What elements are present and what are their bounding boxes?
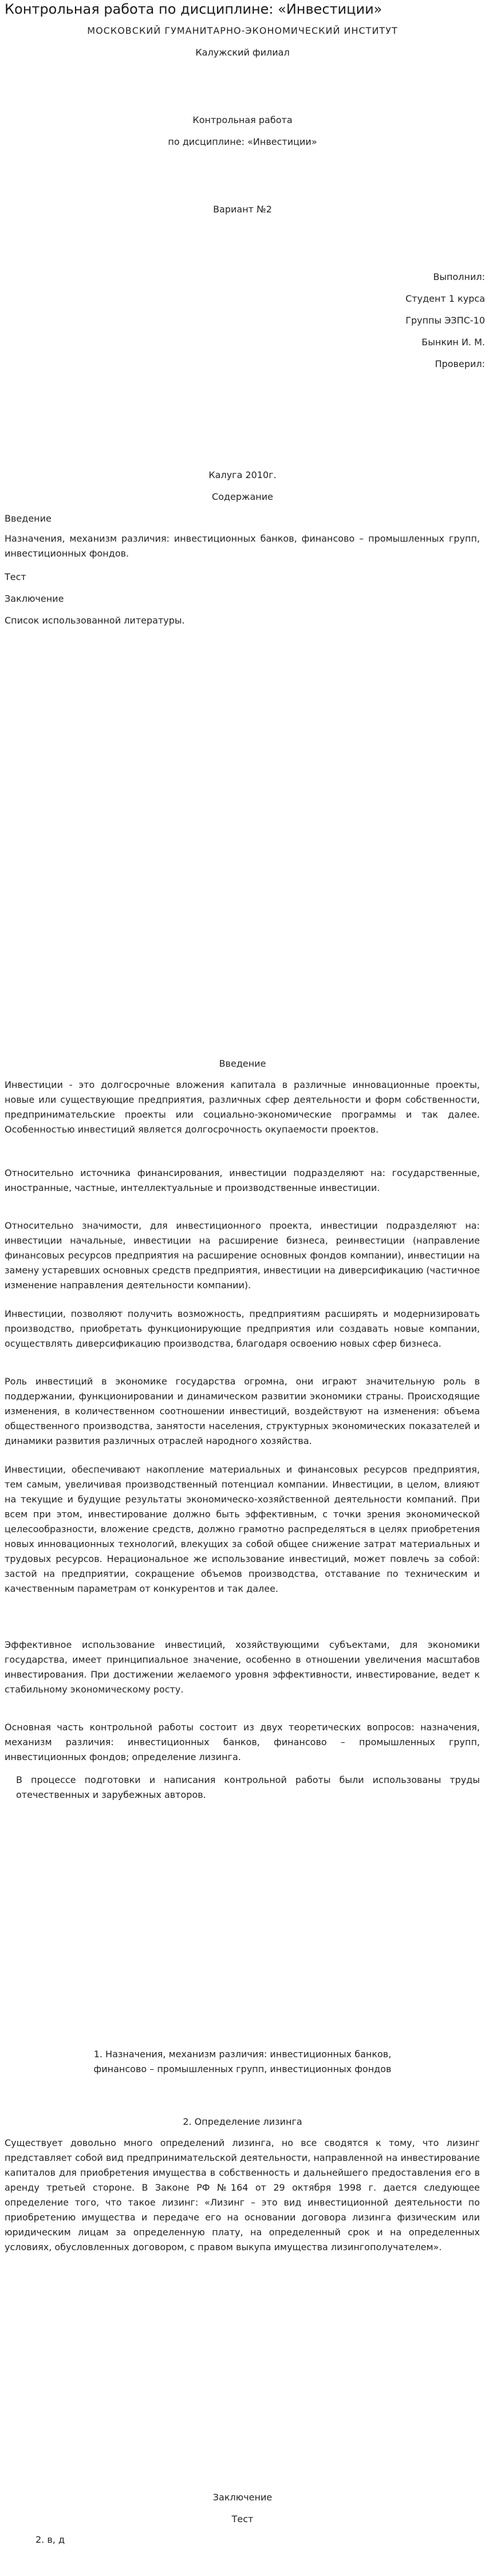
student-group: Группы ЭЗПС-10 [405,315,485,326]
toc-item: Тест [5,571,26,582]
intro-paragraph: Относительно значимости, для инвестиционного проекта, инвестиции подразделяют на: инвестиции начальные, инвестиции на расширение бизнеса, реинвестиции (направление финансовых ресурсов предприятия на расширение основных фондов компании), инвестиции на замену устаревших основных средств предприятия, инвестиции на диверсификацию (частичное изменение направления деятельности компании). [5,1220,480,1291]
test-heading: Тест [231,2514,254,2524]
test-answer: 2. в, д [36,2534,65,2545]
page-title: Контрольная работа по дисциплине: «Инвестиции» [5,1,383,17]
intro-paragraph: Основная часть контрольной работы состоит из двух теоретических вопросов: назначения, механизм различия: инвестиционных банков, финансово – промышленных групп, инвестиционных фондов; определение лизинга. [5,1722,480,1762]
work-type: Контрольная работа [192,115,293,125]
checked-label: Проверил: [435,358,485,369]
toc-item: Назначения, механизм различия: инвестиционных банков, финансово – промышленных групп, инвестиционных фондов. [5,533,480,559]
intro-paragraph: В процессе подготовки и написания контрольной работы были использованы труды отечественных и зарубежных авторов. [16,1774,480,1800]
branch-name: Калужский филиал [195,47,290,58]
section1-heading: 1. Назначения, механизм различия: инвестиционных банков, [93,2049,392,2060]
toc-heading: Содержание [212,491,273,502]
conclusion-heading: Заключение [212,2492,273,2503]
intro-paragraph: Роль инвестиций в экономике государства огромна, они играют значительную роль в поддержании, функционировании и динамическом развитии экономики страны. Происходящие изменения, в количественном соотношении инвестиций, воздействуют на изменения: объема общественного производства, занятости населения, структурных экономических показателей и динамики развития различных отраслей народного хозяйства. [5,1376,480,1446]
section2-heading: 2. Определение лизинга [183,2116,302,2127]
intro-paragraph: Инвестиции, обеспечивают накопление материальных и финансовых ресурсов предприятия, тем самым, увеличивая производственный потенциал компании. Инвестиции, в целом, влияют на текущие и будущие результаты экономическо-хозяйственной деятельности компаний. При всем при этом, инвестирование должно быть эффективным, с точки зрения экономической целесообразности, вложение средств, должно грамотно распределяться в целях приобретения новых инновационных технологий, влекущих за собой общее снижение затрат материальных и трудовых ресурсов. Нерациональное же использование инвестиций, может повлечь за собой: застой на предприятии, сокращение объемов производства, отставание по техническим и качественным параметрам от конкурентов и так далее. [5,1464,480,1594]
variant: Вариант №2 [213,204,272,215]
discipline: по дисциплине: «Инвестиции» [168,136,317,147]
student-course: Студент 1 курса [405,293,485,304]
toc-item: Список использованной литературы. [5,615,185,626]
toc-item: Введение [5,513,52,524]
intro-paragraph: Эффективное использование инвестиций, хозяйствующими субъектами, для экономики государства, имеет принципиальное значение, особенно в отношении увеличения масштабов инвестирования. При достижении желаемого уровня эффективности, инвестирование, ведет к стабильному экономическому росту. [5,1639,480,1695]
intro-heading: Введение [219,1058,266,1069]
section2-paragraph: Существует довольно много определений лизинга, но все сводятся к тому, что лизинг представляет собой вид предпринимательской деятельности, направленной на инвестирование капиталов для приобретения имущества в собственность и дальнейшего предоставления его в аренду третьей стороне. В Законе РФ №164 от 29 октября 1998 г. дается следующее определение того, что такое лизинг: «Лизинг – это вид инвестиционной деятельности по приобретению имущества и передаче его на основании договора лизинга физическим или юридическим лицам за определенную плату, на определенный срок и на определенных условиях, обусловленных договором, с правом выкупа имущества лизингополучателем». [5,2137,480,2252]
toc-item: Заключение [5,593,64,604]
institute-name: МОСКОВСКИЙ ГУМАНИТАРНО-ЭКОНОМИЧЕСКИЙ ИНСТИТУТ [87,25,398,36]
intro-paragraph: Относительно источника финансирования, инвестиции подразделяют на: государственные, иностранные, частные, интеллектуальные и производственные инвестиции. [5,1167,480,1193]
author-name: Бынкин И. М. [421,337,485,348]
section1-heading: финансово – промышленных групп, инвестиционных фондов [93,2064,392,2074]
intro-paragraph: Инвестиции - это долгосрочные вложения капитала в различные инновационные проекты, новые или существующие предприятия, различных сфер деятельности и форм собственности, предпринимательские проекты или социально-экономические программы и так далее. Особенностью инвестиций является долгосрочность окупаемости проектов. [5,1079,480,1135]
performed-label: Выполнил: [433,271,485,282]
intro-paragraph: Инвестиции, позволяют получить возможность, предприятиям расширять и модернизировать производство, приобретать функционирующие предприятия или создавать новые компании, осуществлять диверсификацию производства, благодаря освоению новых сфер бизнеса. [5,1308,480,1349]
city-year: Калуга 2010г. [208,470,277,480]
